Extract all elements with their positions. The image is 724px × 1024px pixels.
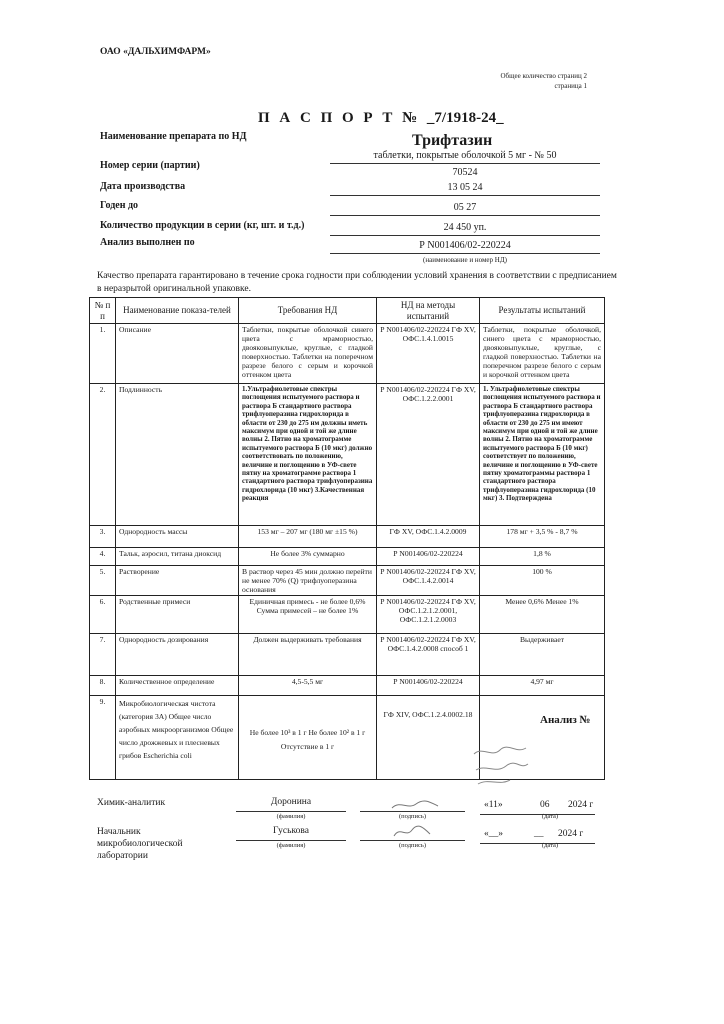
row-name: Однородность дозирования <box>116 634 239 676</box>
row-num: 5. <box>90 566 116 596</box>
analysis-stamp: Анализ № <box>540 714 591 726</box>
row-name: Подлинность <box>116 384 239 526</box>
row-num: 1. <box>90 324 116 384</box>
series-label: Номер серии (партии) <box>100 160 200 171</box>
analysis-note: (наименование и номер НД) <box>423 256 507 264</box>
row-requirement: В раствор через 45 мин должно перейти не менее 70% (Q) трифлуоперазина основания <box>239 566 377 596</box>
series-value: 70524 <box>452 167 478 178</box>
organization-name: ОАО «ДАЛЬХИМФАРМ» <box>100 47 211 57</box>
row-requirement: Не более 3% суммарно <box>239 548 377 566</box>
lab-head-date-day: «__» <box>484 829 503 839</box>
row-requirement: 4,5-5,5 мг <box>239 676 377 696</box>
row-requirement: Единичная примесь - не более 0,6% Сумма примесей – не более 1% <box>239 596 377 634</box>
handwritten-mark-icon <box>470 740 532 790</box>
quantity-value: 24 450 уп. <box>330 222 600 236</box>
page-count <box>475 71 587 91</box>
row-num: 2. <box>90 384 116 526</box>
production-value: 13 05 24 <box>330 182 600 196</box>
row-name: Однородность массы <box>116 526 239 548</box>
preparation-name: Трифтазин <box>412 132 493 149</box>
expiry-label: Годен до <box>100 200 139 211</box>
passport-title <box>258 110 504 127</box>
row-method: Р N001406/02-220224 ГФ XV, ОФС.1.4.2.0008 способ 1 <box>377 634 480 676</box>
row-method: Р N001406/02-220224 ГФ XV, ОФС.1.4.2.0014 <box>377 566 480 596</box>
row-requirement: Таблетки, покрытые оболочкой синего цвета с мраморностью, двояковыпуклые, круглые, с гладкой поверхностью. Таблетки на поперечном разрезе белого с серым и корочкой оттенком цвета <box>239 324 377 384</box>
passport-title-prefix: П А С П О Р Т № <box>258 110 421 126</box>
quality-statement: Качество препарата гарантировано в течение срока годности при соблюдении условий хранения в соответствии с предписанием в неразрытой оригинальной упаковке. <box>97 271 617 294</box>
chemist-role: Химик-аналитик <box>97 798 166 808</box>
row-name: Количественное определение <box>116 676 239 696</box>
row-method: Р N001406/02-220224 ГФ XV, ОФС.1.2.1.2.0001, ОФС.1.2.1.2.0003 <box>377 596 480 634</box>
lab-head-name: Гуськова <box>273 826 309 836</box>
row-name: Растворение <box>116 566 239 596</box>
expiry-value: 05 27 <box>330 202 600 216</box>
preparation-label: Наименование препарата по НД <box>100 131 247 142</box>
chemist-signature-icon <box>390 798 440 812</box>
table-row <box>90 384 605 526</box>
table-header-row <box>90 298 605 324</box>
lab-head-date-year: 2024 г <box>558 829 584 839</box>
results-table <box>89 297 605 780</box>
chemist-date-month: 06 <box>540 800 550 810</box>
row-name: Тальк, аэросил, титана диоксид <box>116 548 239 566</box>
row-method: Р N001406/02-220224 <box>377 548 480 566</box>
row-result: 178 мг + 3,5 % - 8,7 % <box>480 526 605 548</box>
chemist-name: Доронина <box>270 797 312 807</box>
header-name: Наименование показа-телей <box>116 298 239 324</box>
row-name: Микробиологическая чистота (категория 3А) Общее число аэробных микроорганизмов Общее число дрожжевых и плесневых грибов Escherichia coli <box>116 696 239 780</box>
passport-number: _7/1918-24_ <box>426 110 504 126</box>
header-methods: НД на методы испытаний <box>377 298 480 324</box>
header-num: № п п <box>90 298 116 324</box>
header-requirements: Требования НД <box>239 298 377 324</box>
row-method: Р N001406/02-220224 ГФ XV, ОФС.1.4.1.0015 <box>377 324 480 384</box>
row-result: 4,97 мг <box>480 676 605 696</box>
table-row <box>90 526 605 548</box>
row-method: ГФ XV, ОФС.1.4.2.0009 <box>377 526 480 548</box>
table-row <box>90 548 605 566</box>
row-result: Выдерживает <box>480 634 605 676</box>
production-label: Дата производства <box>100 181 186 192</box>
lab-head-signature-icon <box>392 824 432 840</box>
page-current: страница 1 <box>554 82 587 90</box>
chemist-date-caption: (дата) <box>541 813 559 820</box>
row-method: Р N001406/02-220224 <box>377 676 480 696</box>
row-num: 8. <box>90 676 116 696</box>
table-row <box>90 596 605 634</box>
lab-head-role: Начальник микробиологической лаборатории <box>97 827 183 861</box>
row-requirement: 1.Ультрафиолетовые спектры поглощения испытуемого раствора и раствора Б стандартного раствора трифлуоперазина гидрохлорида в области от 230 до 275 нм должны иметь максимум при одной и той же длине волны 2. Пятно на хроматограмме испытуемого раствора Б (10 мкг) должно соответствовать по положению, величине и поглощению в УФ-свете пятну на хроматограмме раствора 1 стандартного раствора трифлуоперазина гидрохлорида (10 мкг) 3.Качественная реакция <box>239 384 377 526</box>
chemist-date-year: 2024 г <box>568 800 594 810</box>
row-num: 4. <box>90 548 116 566</box>
lab-head-date-month: __ <box>534 829 544 839</box>
row-requirement: Не более 10³ в 1 г Не более 10² в 1 г Отсутствие в 1 г <box>239 696 377 780</box>
lab-head-date-caption: (дата) <box>541 842 559 849</box>
row-method: Р N001406/02-220224 ГФ XV, ОФС.1.2.2.0001 <box>377 384 480 526</box>
table-row <box>90 324 605 384</box>
row-requirement: 153 мг – 207 мг (180 мг ±15 %) <box>239 526 377 548</box>
row-num: 6. <box>90 596 116 634</box>
lab-head-sign-caption: (подпись) <box>399 842 426 849</box>
analysis-label: Анализ выполнен по <box>100 237 195 248</box>
quantity-label: Количество продукции в серии (кг, шт. и т.д.) <box>100 220 305 231</box>
row-name: Родственные примеси <box>116 596 239 634</box>
row-requirement: Должен выдерживать требования <box>239 634 377 676</box>
row-num: 7. <box>90 634 116 676</box>
row-result: 1. Ультрафиолетовые спектры поглощения испытуемого раствора и раствора Б стандартного раствора трифлуоперазина гидрохлорида в области от 230 до 275 нм имеют максимум при одной и той же длине волны 2. Пятно на хроматограмме испытуемого раствора Б (10 мкг) соответствует по положению, величине и поглощению в УФ-свете пятну хроматограммы раствора 1 стандартного раствора трифлуоперазина гидрохлорида (10 мкг) 3. Подтверждена <box>480 384 605 526</box>
table-row <box>90 676 605 696</box>
row-num: 3. <box>90 526 116 548</box>
row-name: Описание <box>116 324 239 384</box>
row-num: 9. <box>90 696 116 780</box>
chemist-name-caption: (фамилия) <box>276 813 306 820</box>
header-results: Результаты испытаний <box>480 298 605 324</box>
chemist-date-day: «11» <box>484 800 503 810</box>
row-result: 1,8 % <box>480 548 605 566</box>
row-method: ГФ XIV, ОФС.1.2.4.0002.18 <box>377 696 480 780</box>
row-result: 100 % <box>480 566 605 596</box>
preparation-form: таблетки, покрытые оболочкой 5 мг - № 50 <box>330 150 600 164</box>
table-row <box>90 634 605 676</box>
row-result: Менее 0,6% Менее 1% <box>480 596 605 634</box>
analysis-value: Р N001406/02-220224 <box>330 240 600 254</box>
lab-head-name-caption: (фамилия) <box>276 842 306 849</box>
pages-total: Общее количество страниц 2 <box>500 72 587 80</box>
chemist-sign-caption: (подпись) <box>399 813 426 820</box>
row-result: Таблетки, покрытые оболочкой, синего цвета с мраморностью, двояковыпуклые, круглые, с гладкой поверхностью. Таблетки на поперечном разрезе белого с серым и корочкой оттенком цвета <box>480 324 605 384</box>
table-row <box>90 566 605 596</box>
